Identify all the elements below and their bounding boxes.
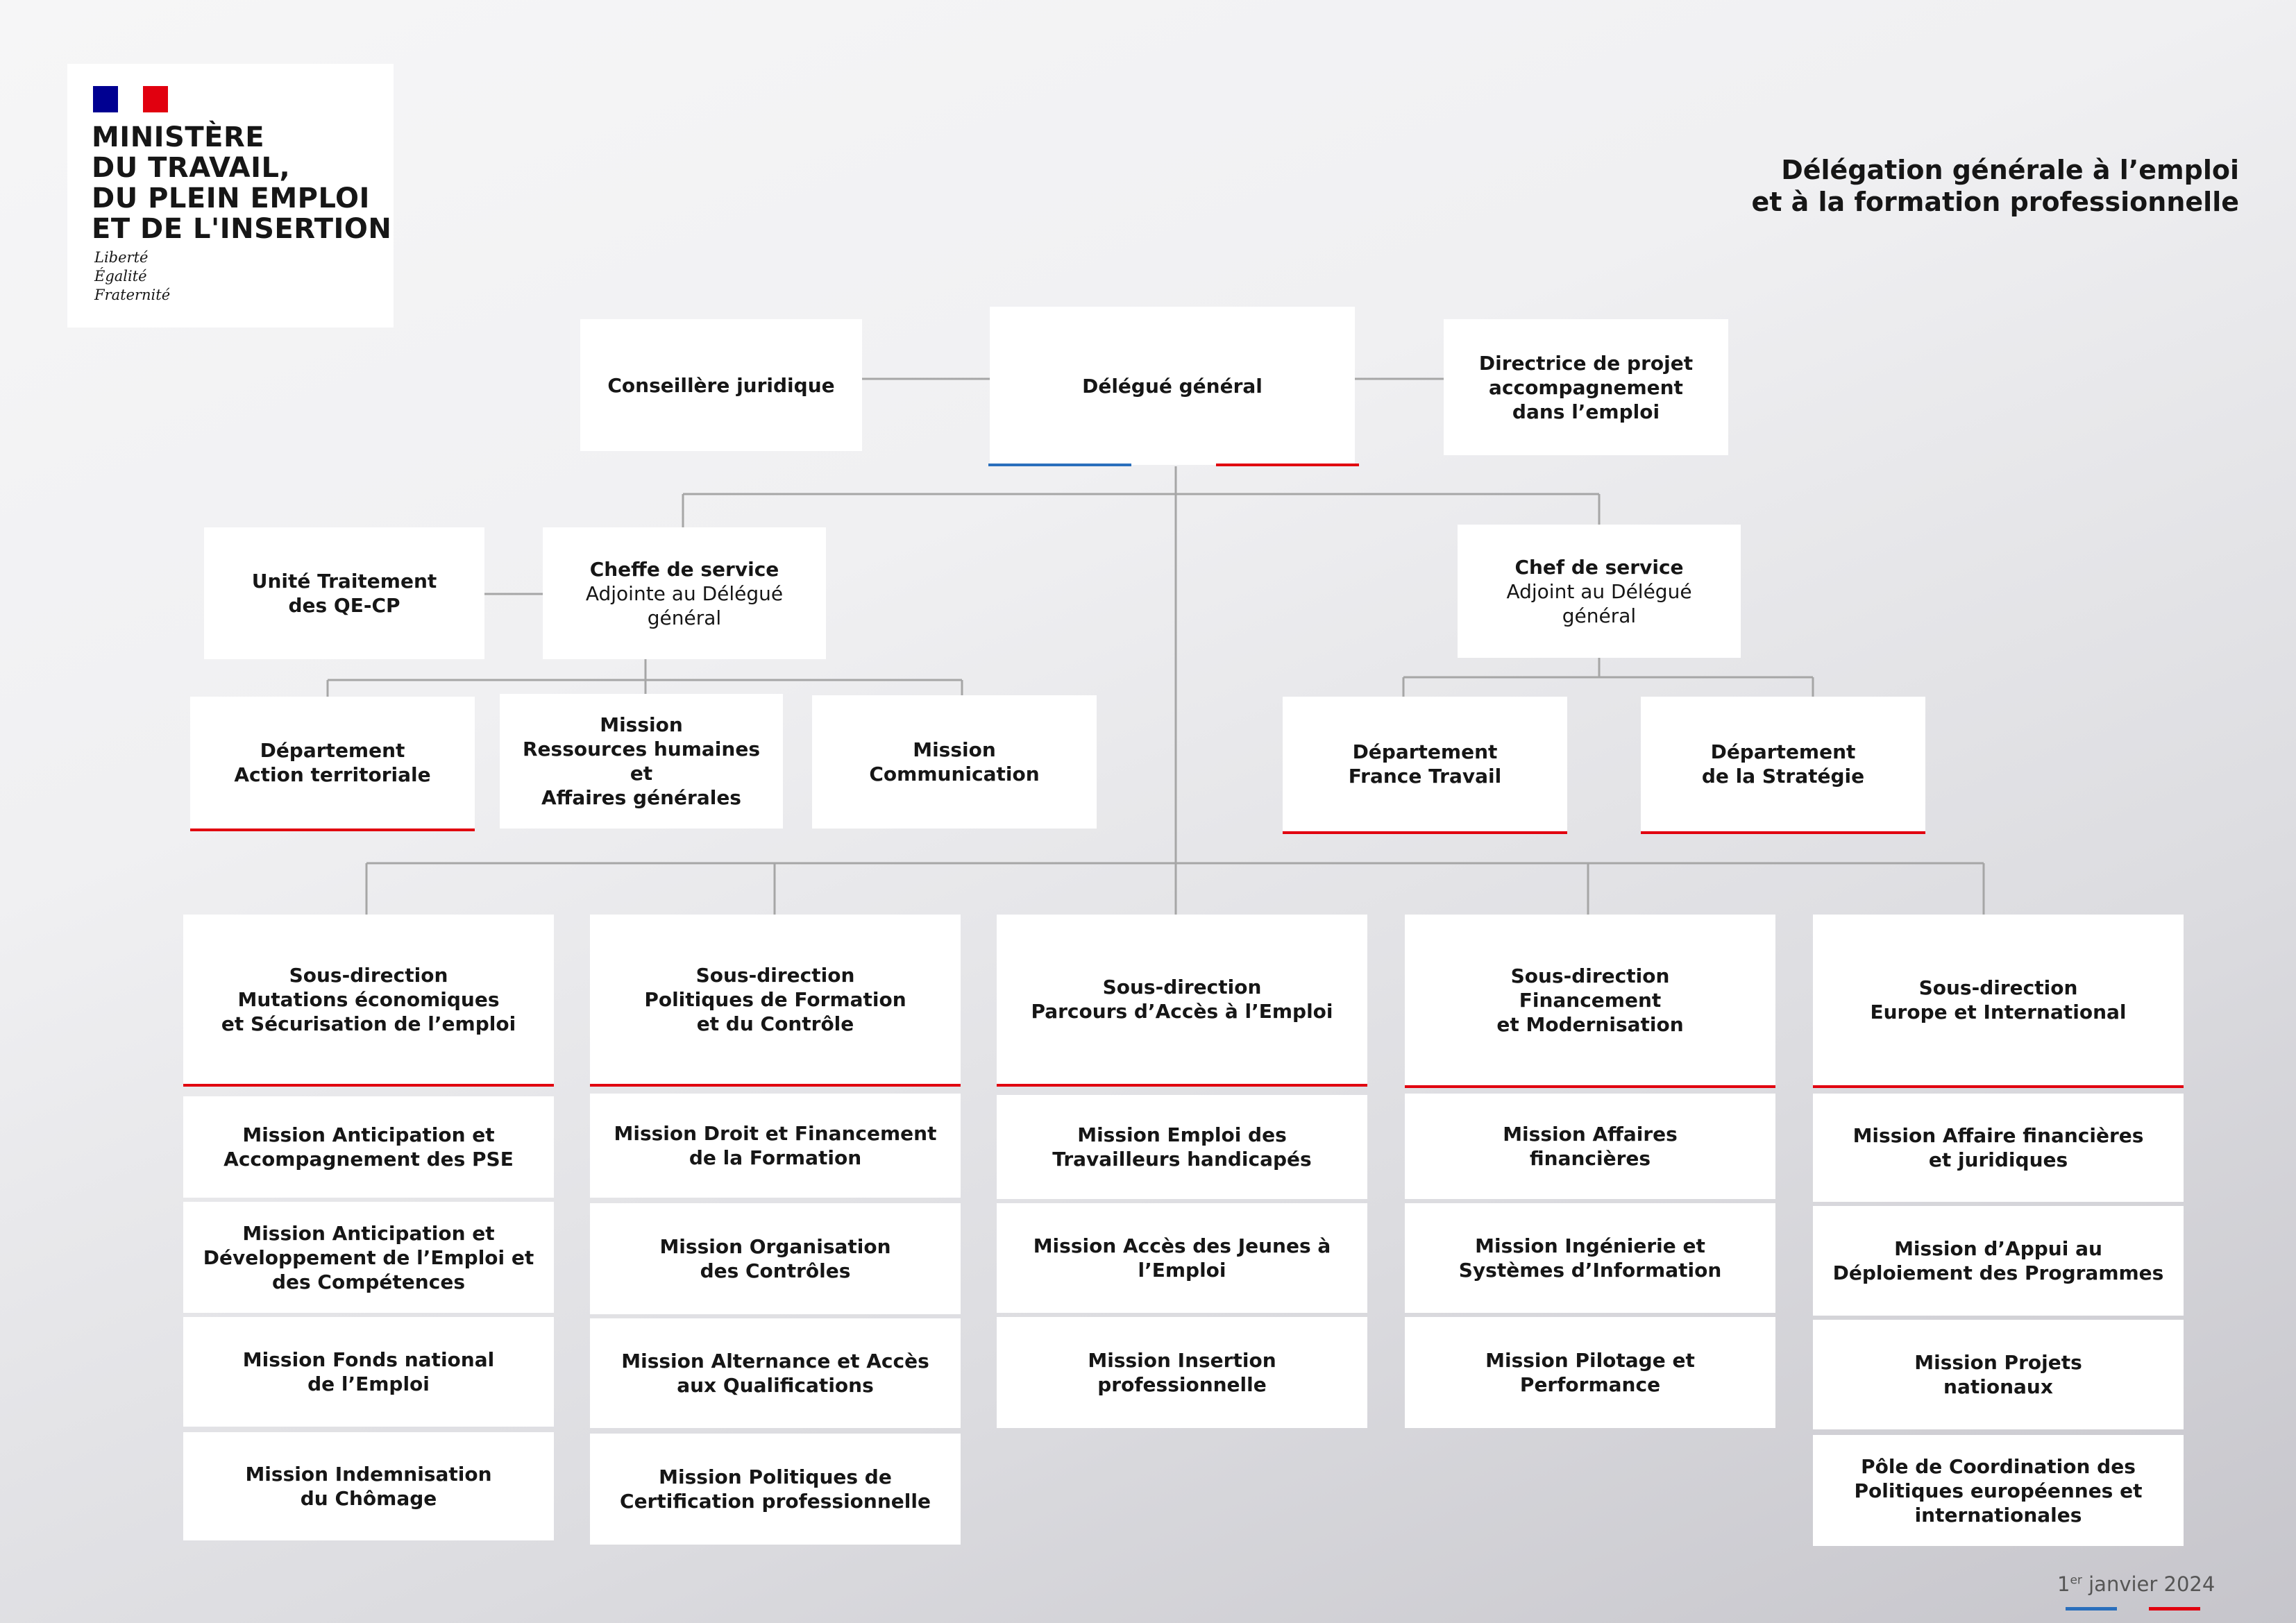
mission-box: Mission Anticipation et Développement de l’Emploi et des Compétences bbox=[183, 1202, 554, 1313]
mission-box: Mission Affaires financières bbox=[1405, 1094, 1775, 1199]
box-conseillere-juridique: Conseillère juridique bbox=[580, 319, 862, 451]
mission-box: Mission Politiques de Certification professionnelle bbox=[590, 1434, 961, 1545]
mission-box: Mission Insertion professionnelle bbox=[997, 1317, 1367, 1428]
box-departement-france-travail: Département France Travail bbox=[1283, 697, 1567, 834]
mission-box: Mission Fonds national de l’Emploi bbox=[183, 1317, 554, 1427]
delegue-blue-bar bbox=[988, 464, 1131, 466]
box-mission-rh: Mission Ressources humaines et Affaires générales bbox=[500, 694, 783, 829]
mission-box: Mission Anticipation et Accompagnement des PSE bbox=[183, 1096, 554, 1198]
mission-box: Mission Alternance et Accès aux Qualifications bbox=[590, 1318, 961, 1428]
delegue-red-bar bbox=[1216, 464, 1359, 466]
marianne-flag-icon bbox=[93, 86, 168, 112]
ministry-name: MINISTÈRE DU TRAVAIL, DU PLEIN EMPLOI ET DE L'INSERTION bbox=[92, 121, 392, 245]
box-directrice-projet: Directrice de projet accompagnement dans l’emploi bbox=[1444, 319, 1728, 455]
mission-box: Mission Droit et Financement de la Formation bbox=[590, 1094, 961, 1198]
mission-box: Mission Accès des Jeunes à l’Emploi bbox=[997, 1203, 1367, 1313]
footer-blue-line bbox=[2066, 1607, 2117, 1611]
header-sd-parcours: Sous-direction Parcours d’Accès à l’Emploi bbox=[997, 915, 1367, 1087]
page-title: Délégation générale à l’emploi et à la formation professionnelle bbox=[1751, 155, 2239, 218]
box-delegue-general: Délégué général bbox=[990, 307, 1355, 465]
box-unite-qecp: Unité Traitement des QE-CP bbox=[204, 527, 484, 659]
box-departement-action-territoriale: Département Action territoriale bbox=[190, 697, 475, 831]
mission-box: Mission Organisation des Contrôles bbox=[590, 1203, 961, 1314]
mission-box: Mission Emploi des Travailleurs handicapés bbox=[997, 1095, 1367, 1199]
header-sd-mutations: Sous-direction Mutations économiques et Sécurisation de l’emploi bbox=[183, 915, 554, 1087]
mission-box: Mission Indemnisation du Chômage bbox=[183, 1432, 554, 1540]
header-sd-europe: Sous-direction Europe et International bbox=[1813, 915, 2184, 1088]
mission-box: Mission Projets nationaux bbox=[1813, 1320, 2184, 1429]
mission-box: Mission d’Appui au Déploiement des Programmes bbox=[1813, 1206, 2184, 1316]
header-sd-formation: Sous-direction Politiques de Formation et du Contrôle bbox=[590, 915, 961, 1087]
box-chef-service: Chef de service Adjoint au Délégué général bbox=[1458, 525, 1741, 658]
mission-box: Mission Affaire financières et juridiques bbox=[1813, 1094, 2184, 1202]
box-mission-communication: Mission Communication bbox=[812, 695, 1097, 829]
footer-red-line bbox=[2149, 1607, 2200, 1611]
header-sd-financement: Sous-direction Financement et Modernisation bbox=[1405, 915, 1775, 1088]
box-cheffe-service: Cheffe de service Adjointe au Délégué général bbox=[543, 527, 826, 659]
footer-date: 1er janvier 2024 bbox=[2057, 1572, 2215, 1596]
mission-box: Pôle de Coordination des Politiques européennes et internationales bbox=[1813, 1435, 2184, 1546]
box-departement-strategie: Département de la Stratégie bbox=[1641, 697, 1925, 834]
mission-box: Mission Pilotage et Performance bbox=[1405, 1317, 1775, 1428]
mission-box: Mission Ingénierie et Systèmes d’Information bbox=[1405, 1203, 1775, 1313]
republic-motto: Liberté Égalité Fraternité bbox=[94, 249, 171, 303]
